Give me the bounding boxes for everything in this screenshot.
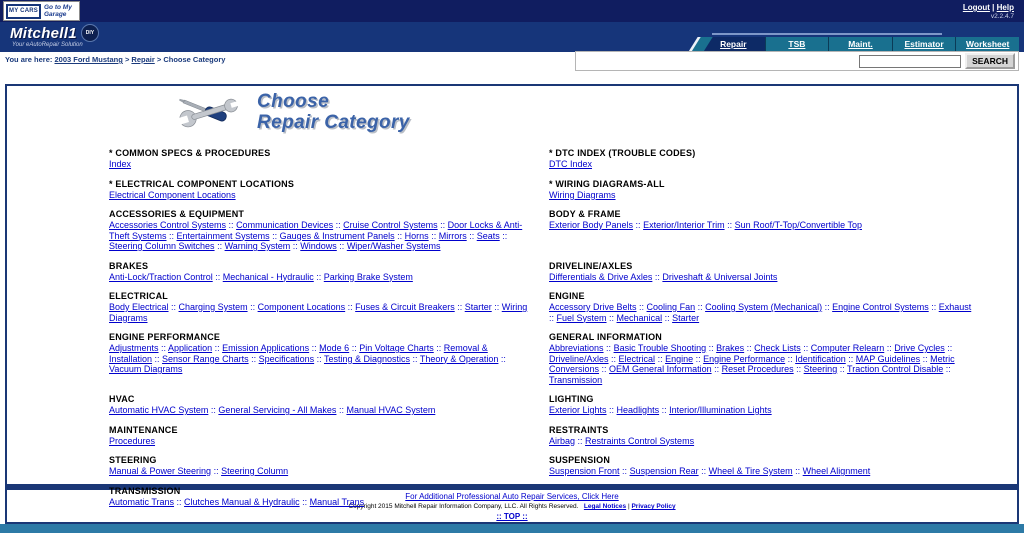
category-link[interactable]: Interior/Illumination Lights: [669, 405, 772, 415]
category-link[interactable]: Mirrors: [438, 230, 467, 241]
top-link[interactable]: :: TOP ::: [496, 512, 528, 521]
category-section: [109, 179, 529, 201]
breadcrumb-section-link[interactable]: Repair: [131, 55, 155, 64]
category-section: [109, 455, 529, 477]
breadcrumb-separator: >: [124, 55, 130, 64]
category-link[interactable]: Exterior Lights: [549, 405, 607, 415]
mitchell1-logo[interactable]: [10, 24, 99, 42]
page-title-line1: Choose: [257, 91, 330, 112]
category-title: GENERAL INFORMATION: [549, 332, 662, 342]
category-link[interactable]: Manual & Power Steering: [109, 466, 212, 476]
category-links: [109, 436, 529, 447]
category-link[interactable]: Removal & Installation: [109, 343, 488, 364]
category-link[interactable]: Fuses & Circuit Breakers: [355, 302, 455, 312]
tab-tsb[interactable]: TSB: [765, 37, 829, 52]
category-title: ELECTRICAL: [109, 291, 168, 301]
category-title: STEERING: [109, 455, 157, 465]
category-links: [549, 159, 973, 170]
category-link[interactable]: Gauges & Instrument Panels: [279, 230, 395, 241]
category-link[interactable]: Airbag: [549, 435, 576, 446]
category-title: RESTRAINTS: [549, 424, 609, 435]
category-link[interactable]: Abbreviations: [549, 343, 604, 353]
category-link[interactable]: Electrical Component Locations: [109, 189, 236, 200]
category-link[interactable]: Steering Column Switches: [109, 241, 215, 251]
category-section: [549, 148, 973, 170]
category-link[interactable]: Traction Control Disable: [847, 364, 944, 374]
category-link[interactable]: Starter: [464, 302, 492, 312]
category-links: [549, 190, 973, 201]
category-links: Abbreviations :: Basic Trouble Shooting :: Brakes :: Check Lists :: Computer Relearn :: Drive Cycles :: Driveline/Axles :: Electrical :: Engine :: Engine Performance :: Identification :: MAP Guidelines :: Metric Conversions :: OEM General Information :: Reset Procedures :: Steering :: Traction Control Disable :: Transmission: [549, 343, 955, 385]
category-link[interactable]: Starter: [672, 312, 700, 323]
breadcrumb-vehicle-link[interactable]: 2003 Ford Mustang: [54, 55, 123, 64]
category-link[interactable]: Component Locations: [257, 302, 346, 312]
category-link[interactable]: Engine Performance: [703, 353, 786, 364]
nav-tabs: [693, 37, 1019, 52]
category-section: [549, 425, 973, 447]
category-link[interactable]: Drive Cycles: [894, 343, 945, 353]
category-link[interactable]: Reset Procedures: [721, 364, 794, 374]
category-links: [109, 159, 529, 170]
category-title: TRANSMISSION: [109, 485, 181, 496]
search-button[interactable]: SEARCH: [965, 53, 1015, 69]
category-link[interactable]: Accessory Drive Belts: [549, 302, 637, 312]
tab-accent-line: [712, 33, 942, 35]
breadcrumb-current: Choose Category: [163, 55, 226, 64]
go-to-my-garage-button[interactable]: [3, 1, 80, 21]
category-title: SUSPENSION: [549, 455, 611, 465]
additional-services-link[interactable]: For Additional Professional Auto Repair Services, Click Here: [405, 492, 619, 501]
category-link[interactable]: Anti-Lock/Traction Control: [109, 271, 213, 282]
category-section: [109, 394, 529, 416]
category-link[interactable]: Engine: [665, 353, 694, 364]
breadcrumb-separator: >: [156, 55, 162, 64]
session-divider: |: [992, 3, 995, 12]
category-links: Automatic HVAC System :: General Servicing - All Makes :: Manual HVAC System: [109, 405, 436, 415]
legal-notices-link[interactable]: Legal Notices: [583, 503, 627, 510]
category-link[interactable]: Electrical: [618, 353, 656, 364]
category-links: Anti-Lock/Traction Control :: Mechanical - Hydraulic :: Parking Brake System: [109, 271, 413, 282]
category-link[interactable]: Driveline/Axles: [549, 353, 609, 364]
category-link[interactable]: Mode 6: [319, 343, 350, 353]
category-link[interactable]: Application: [168, 343, 213, 353]
bottom-teal-bar: [0, 524, 1024, 533]
category-section: [109, 332, 529, 385]
category-section: [109, 486, 529, 508]
category-link[interactable]: Vacuum Diagrams: [109, 364, 183, 374]
category-title: ENGINE: [549, 291, 585, 301]
category-title: BODY & FRAME: [549, 209, 621, 219]
category-link[interactable]: Transmission: [549, 374, 603, 385]
category-link[interactable]: General Servicing - All Makes: [218, 405, 337, 415]
category-section: [549, 179, 973, 201]
main-panel: [5, 84, 1019, 524]
page-title-line2: Repair Category: [257, 112, 410, 133]
category-links: Airbag :: Restraints Control Systems: [549, 435, 695, 446]
category-link[interactable]: OEM General Information: [609, 364, 712, 374]
category-link[interactable]: Testing & Diagnostics: [323, 353, 411, 364]
category-links: Adjustments :: Application :: Emission Applications :: Mode 6 :: Pin Voltage Charts :: Removal & Installation :: Sensor Range Charts :: Specifications :: Testing & Diagnostics :: Theory & Operation :: Vacuum Diagrams: [109, 343, 506, 374]
category-section: [549, 209, 973, 252]
category-link[interactable]: Warning System: [224, 241, 291, 251]
category-link[interactable]: Brakes: [716, 343, 745, 353]
search-band: [575, 51, 1019, 71]
category-link[interactable]: Fuel System: [556, 312, 607, 323]
tab-estimator[interactable]: Estimator: [892, 37, 956, 52]
category-links: Manual & Power Steering :: Steering Column: [109, 466, 289, 476]
category-link[interactable]: Pin Voltage Charts: [359, 343, 434, 353]
category-section: [109, 209, 529, 252]
category-link[interactable]: Parking Brake System: [323, 271, 413, 282]
category-section: [109, 148, 529, 170]
category-link[interactable]: Suspension Rear: [629, 466, 699, 476]
category-link[interactable]: Adjustments: [109, 343, 159, 353]
tab-worksheet[interactable]: Worksheet: [955, 37, 1019, 52]
logo-globe-icon: DIY: [81, 24, 99, 42]
category-link[interactable]: Specifications: [258, 353, 315, 364]
category-link[interactable]: Manual HVAC System: [346, 405, 436, 415]
category-link[interactable]: Mechanical: [616, 312, 663, 323]
category-link[interactable]: Manual Trans: [309, 496, 365, 507]
category-link[interactable]: Driveshaft & Universal Joints: [662, 271, 778, 282]
category-link[interactable]: Automatic Trans: [109, 496, 175, 507]
category-title: DRIVELINE/AXLES: [549, 260, 633, 271]
category-link[interactable]: Wiper/Washer Systems: [346, 241, 441, 251]
category-link[interactable]: Theory & Operation: [419, 353, 499, 364]
category-link[interactable]: Cruise Control Systems: [343, 220, 438, 230]
category-link[interactable]: Windows: [300, 241, 337, 251]
category-section: [549, 261, 973, 283]
category-link[interactable]: Entertainment Systems: [176, 230, 270, 241]
category-link[interactable]: Metric Conversions: [549, 353, 955, 374]
category-title: ENGINE PERFORMANCE: [109, 332, 221, 342]
category-title: * DTC INDEX (TROUBLE CODES): [549, 148, 696, 158]
category-link[interactable]: Cooling Fan: [646, 302, 696, 312]
category-link[interactable]: Index: [109, 159, 132, 169]
category-link[interactable]: Exterior Body Panels: [549, 220, 634, 230]
category-section: [549, 394, 973, 416]
category-links: [109, 190, 529, 201]
category-link[interactable]: Seats: [476, 230, 500, 241]
category-links: Automatic Trans :: Clutches Manual & Hydraulic :: Manual Trans: [109, 496, 365, 507]
footer-divider: |: [627, 503, 630, 510]
category-link[interactable]: MAP Guidelines: [855, 353, 921, 364]
category-link[interactable]: Wheel & Tire System: [708, 466, 793, 476]
crossed-tools-icon: [175, 90, 245, 134]
category-link[interactable]: Mechanical - Hydraulic: [222, 271, 314, 282]
category-link[interactable]: Sun Roof/T-Top/Convertible Top: [734, 220, 862, 230]
category-grid: [109, 148, 975, 507]
category-link[interactable]: Wheel Alignment: [802, 466, 871, 476]
category-link[interactable]: Procedures: [109, 435, 156, 446]
breadcrumb: [5, 55, 225, 64]
category-link[interactable]: Emission Applications: [222, 343, 310, 353]
category-link[interactable]: Exhaust: [938, 302, 972, 312]
top-bar: [0, 0, 1024, 22]
logo-nav-bar: [0, 22, 1024, 52]
category-section: [549, 455, 973, 477]
category-link[interactable]: Identification: [795, 353, 846, 364]
category-link[interactable]: Horns: [404, 230, 429, 241]
category-title: MAINTENANCE: [109, 424, 178, 435]
category-link[interactable]: Suspension Front: [549, 466, 620, 476]
category-links: Exterior Body Panels :: Exterior/Interior Trim :: Sun Roof/T-Top/Convertible Top: [549, 220, 862, 230]
category-section: [109, 291, 529, 323]
category-link[interactable]: Body Electrical: [109, 302, 169, 312]
category-link[interactable]: Steering: [803, 364, 838, 374]
category-links: Accessory Drive Belts :: Cooling Fan :: Cooling System (Mechanical) :: Engine Control Systems :: Exhaust :: Fuel System :: Mechanical :: Starter: [549, 302, 972, 323]
category-links: Suspension Front :: Suspension Rear :: Wheel & Tire System :: Wheel Alignment: [549, 466, 871, 476]
category-title: * WIRING DIAGRAMS-ALL: [549, 178, 665, 189]
category-link[interactable]: Computer Relearn: [810, 343, 885, 353]
category-title: HVAC: [109, 394, 135, 404]
tab-maint[interactable]: Maint.: [828, 37, 892, 52]
garage-button-label: Go to My Garage: [44, 4, 72, 18]
category-link[interactable]: Communication Devices: [236, 220, 334, 230]
category-link[interactable]: DTC Index: [549, 159, 593, 169]
category-link[interactable]: Headlights: [616, 405, 660, 415]
category-link[interactable]: Basic Trouble Shooting: [613, 343, 707, 353]
category-link[interactable]: Wiring Diagrams: [109, 302, 528, 323]
category-links: Exterior Lights :: Headlights :: Interior/Illumination Lights: [549, 405, 772, 415]
category-section: [549, 486, 973, 508]
category-link[interactable]: Clutches Manual & Hydraulic: [184, 496, 300, 507]
category-link[interactable]: Restraints Control Systems: [585, 435, 695, 446]
category-link[interactable]: Check Lists: [754, 343, 801, 353]
category-link[interactable]: Cooling System (Mechanical): [705, 302, 823, 312]
category-link[interactable]: Wiring Diagrams: [549, 189, 616, 200]
category-title: BRAKES: [109, 260, 149, 271]
page-title: [257, 91, 410, 134]
category-link[interactable]: Differentials & Drive Axles: [549, 271, 653, 282]
category-link[interactable]: Sensor Range Charts: [162, 353, 249, 364]
breadcrumb-row: [0, 52, 1024, 84]
search-input[interactable]: [859, 55, 961, 68]
category-link[interactable]: Automatic HVAC System: [109, 405, 209, 415]
copyright-text: Copyright 2015 Mitchell Repair Information Company, LLC. All Rights Reserved.: [348, 503, 579, 510]
breadcrumb-prefix: You are here:: [5, 55, 53, 64]
category-section: [549, 332, 973, 385]
category-link[interactable]: Accessories Control Systems: [109, 220, 227, 230]
category-title: ACCESSORIES & EQUIPMENT: [109, 209, 245, 219]
category-link[interactable]: Engine Control Systems: [832, 302, 929, 312]
category-title: * ELECTRICAL COMPONENT LOCATIONS: [109, 178, 295, 189]
privacy-policy-link[interactable]: Privacy Policy: [631, 503, 676, 510]
help-link[interactable]: Help: [996, 3, 1014, 12]
category-links: Differentials & Drive Axles :: Driveshaft & Universal Joints: [549, 271, 778, 282]
my-cars-plate-icon: MY CARS: [6, 4, 41, 19]
category-link[interactable]: Steering Column: [221, 466, 289, 476]
category-section: [109, 425, 529, 447]
category-links: Body Electrical :: Charging System :: Component Locations :: Fuses & Circuit Breakers :: Starter :: Wiring Diagrams: [109, 302, 528, 323]
category-title: LIGHTING: [549, 394, 594, 404]
category-link[interactable]: Exterior/Interior Trim: [643, 220, 725, 230]
logo-tagline: Your eAutoRepair Solution: [12, 42, 83, 48]
logo-text: Mitchell1: [10, 24, 77, 42]
category-section: [549, 291, 973, 323]
session-links: [963, 3, 1014, 12]
version-label: v2.2.4.7: [990, 13, 1014, 20]
category-section: [109, 261, 529, 283]
logout-link[interactable]: Logout: [962, 3, 990, 12]
page-title-block: [175, 90, 410, 134]
category-links: Accessories Control Systems :: Communication Devices :: Cruise Control Systems :: Door Locks & Anti-Theft Systems :: Entertainment Systems :: Gauges & Instrument Panels :: Horns :: Mirrors :: Seats :: Steering Column Switches :: Warning System :: Windows :: Wiper/Washer Systems: [109, 220, 523, 251]
tab-repair[interactable]: Repair: [702, 37, 765, 52]
category-title: * COMMON SPECS & PROCEDURES: [109, 148, 271, 158]
category-link[interactable]: Door Locks & Anti-Theft Systems: [109, 220, 523, 241]
category-link[interactable]: Charging System: [178, 302, 248, 312]
